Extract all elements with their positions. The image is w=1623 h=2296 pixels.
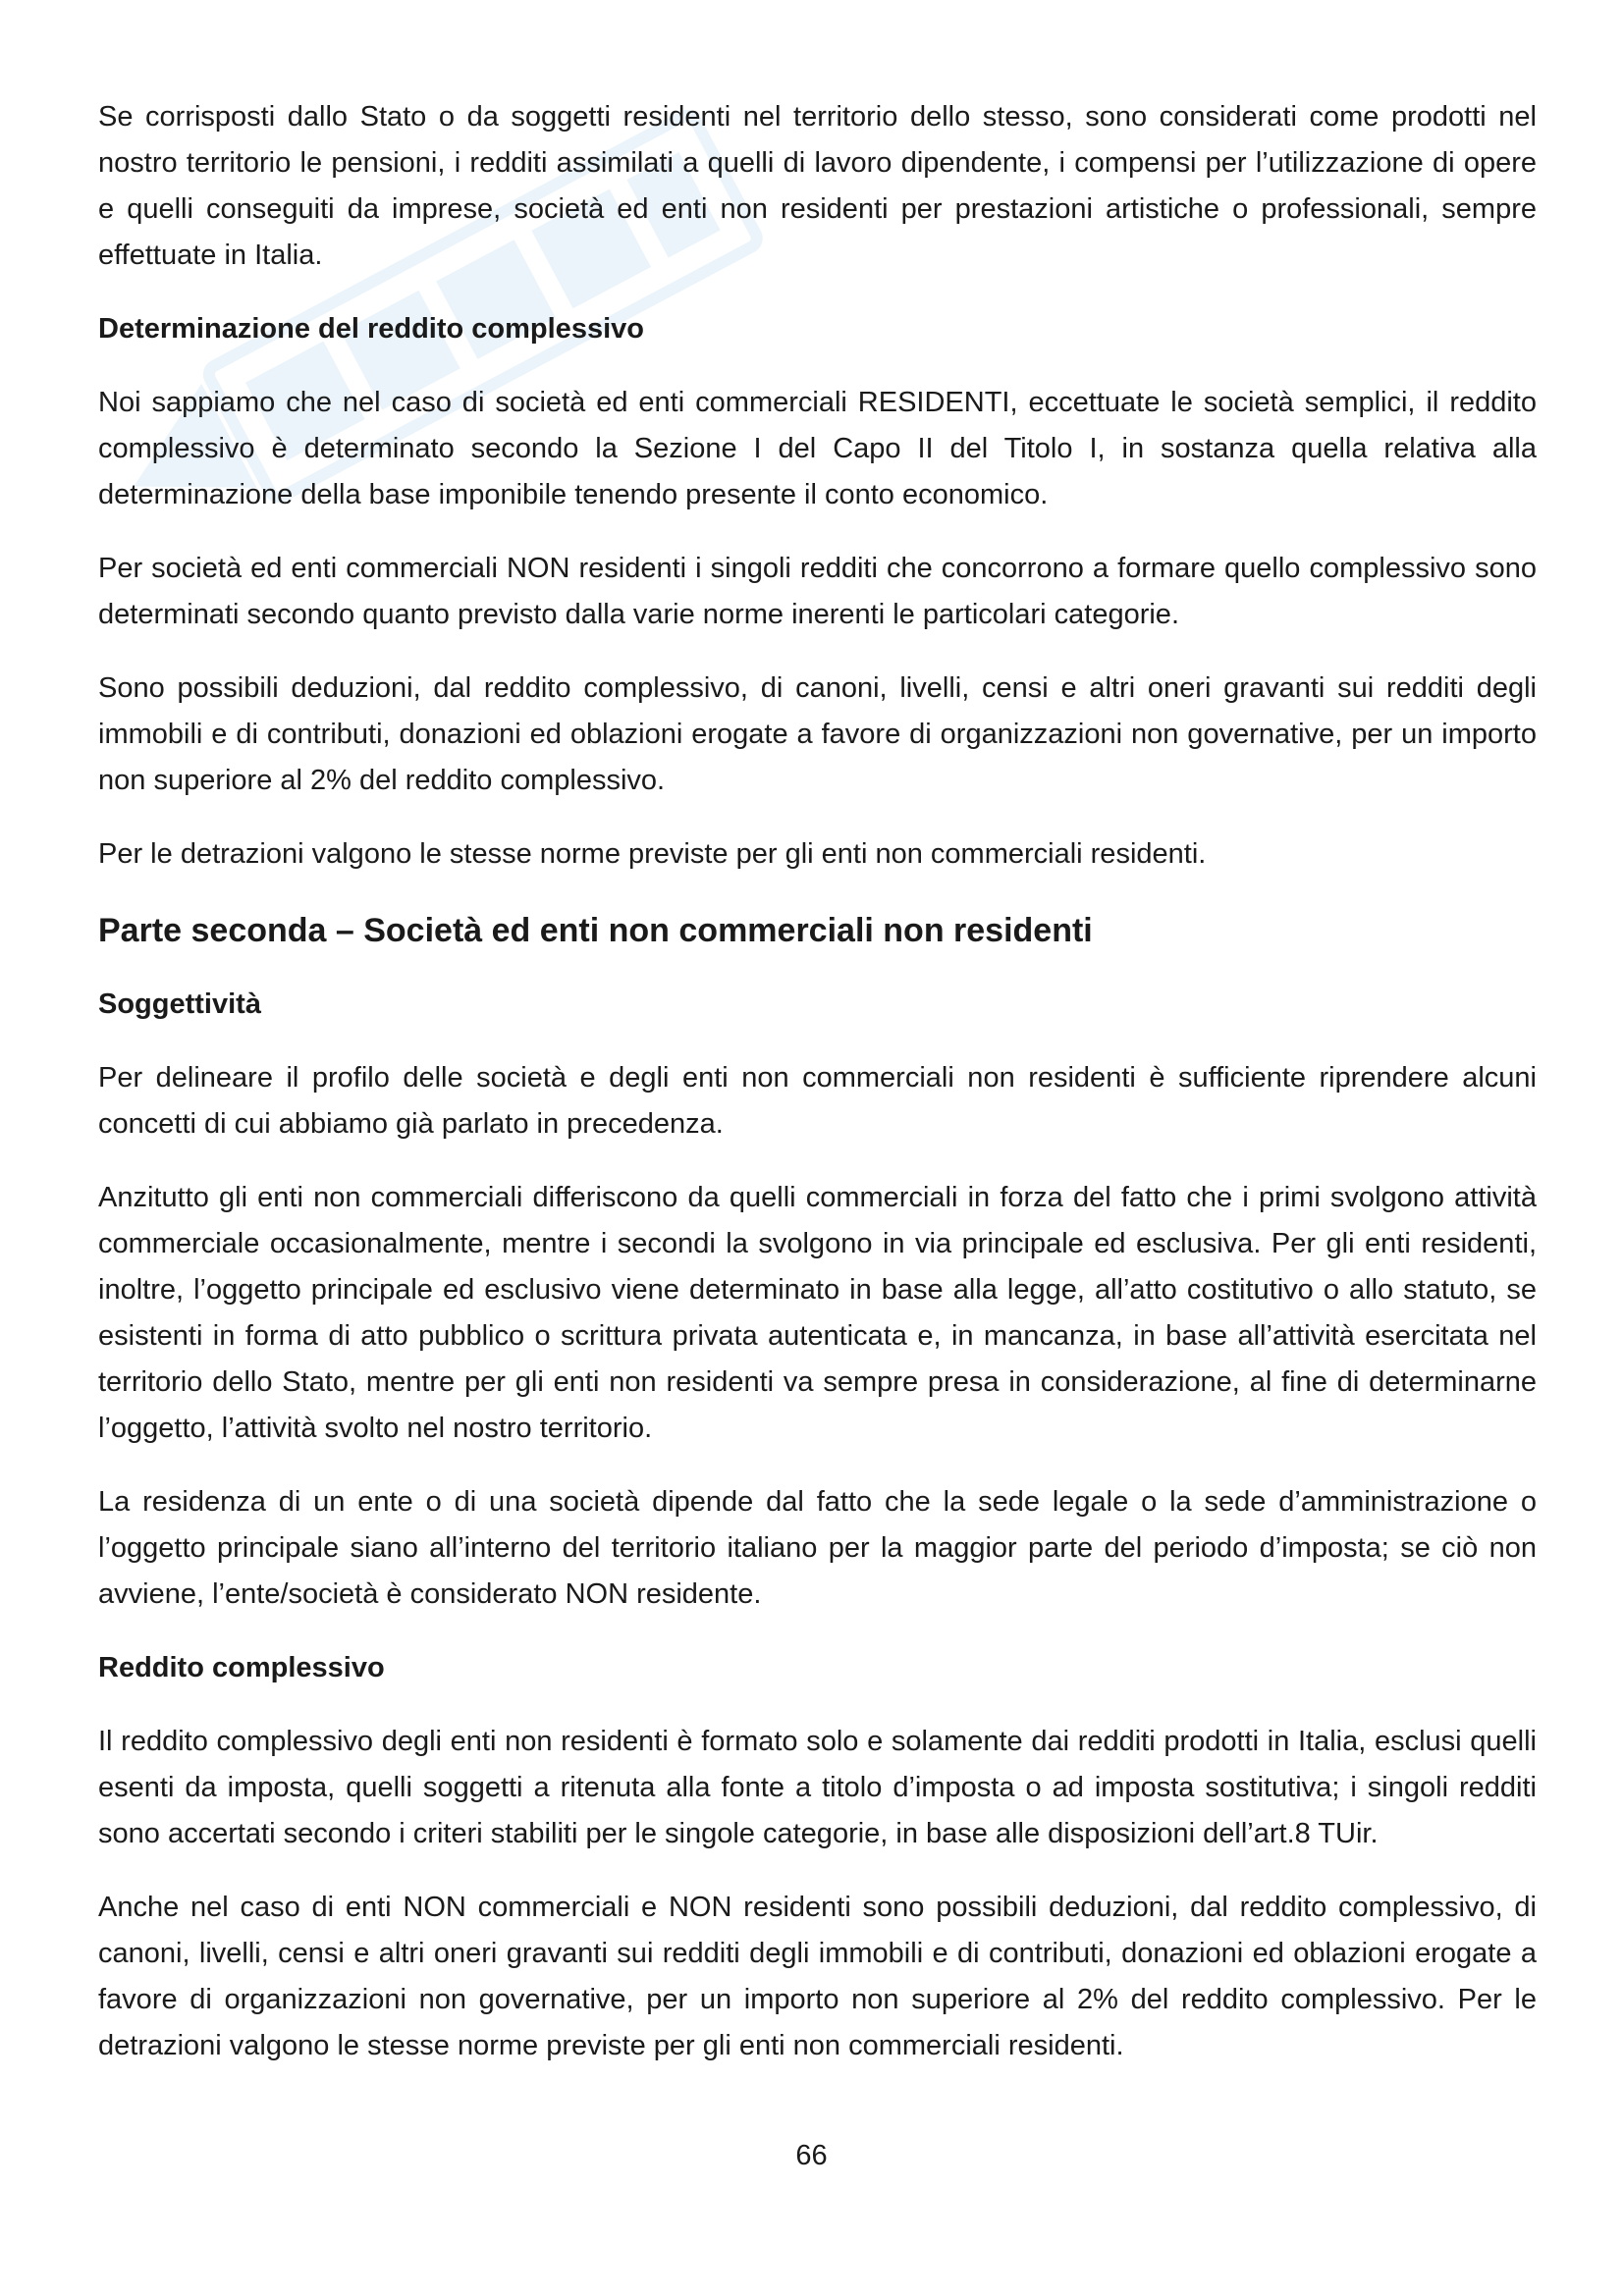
paragraph-residenti: Noi sappiamo che nel caso di società ed enti commerciali RESIDENTI, eccettuate le società semplici, il reddito complessivo è determinato secondo la Sezione I del Capo II del Titolo I, in sostanza quella relativa alla determinazione della base imponibile tenendo presente il conto economico. xyxy=(98,387,1537,510)
heading-reddito-complessivo: Reddito complessivo xyxy=(98,1652,385,1683)
paragraph-reddito: Il reddito complessivo degli enti non residenti è formato solo e solamente dai redditi prodotti in Italia, esclusi quelli esenti da imposta, quelli soggetti a ritenuta alla fonte a titolo d’imposta o ad imposta sostitutiva; i singoli redditi sono accertati secondo i criteri stabiliti per le singole categorie, in base alle disposizioni dell’art.8 TUir. xyxy=(98,1726,1537,1849)
paragraph-deduzioni-non-commerciali: Anche nel caso di enti NON commerciali e NON residenti sono possibili deduzioni, dal reddito complessivo, di canoni, livelli, censi e altri oneri gravanti sui redditi degli immobili e di contributi, donazioni ed oblazioni erogate a favore di organizzazioni non governative, per un importo non superiore al 2% del reddito complessivo. Per le detrazioni valgono le stesse norme previste per gli enti non commerciali residenti. xyxy=(98,1892,1537,2061)
paragraph-non-residenti: Per società ed enti commerciali NON residenti i singoli redditi che concorrono a formare quello complessivo sono determinati secondo quanto previsto dalla varie norme inerenti le particolari categorie. xyxy=(98,553,1537,630)
heading-soggettivita: Soggettività xyxy=(98,988,261,1020)
paragraph-anzitutto: Anzitutto gli enti non commerciali differiscono da quelli commerciali in forza del fatto che i primi svolgono attività commerciale occasionalmente, mentre i secondi la svolgono in via principale ed esclusiva. Per gli enti residenti, inoltre, l’oggetto principale ed esclusivo viene determinato in base alla legge, all’atto costitutivo o allo statuto, se esistenti in forma di atto pubblico o scrittura privata autenticata e, in mancanza, in base all’attività esercitata nel territorio dello Stato, mentre per gli enti non residenti va sempre presa in considerazione, al fine di determinarne l’oggetto, l’attività svolto nel nostro territorio. xyxy=(98,1182,1537,1444)
paragraph-pensioni: Se corrisposti dallo Stato o da soggetti residenti nel territorio dello stesso, sono considerati come prodotti nel nostro territorio le pensioni, i redditi assimilati a quelli di lavoro dipendente, i compensi per l’utilizzazione di opere e quelli conseguiti da imprese, società ed enti non residenti per prestazioni artistiche o professionali, sempre effettuate in Italia. xyxy=(98,101,1537,271)
section-title-parte-seconda: Parte seconda – Società ed enti non commerciali non residenti xyxy=(98,912,1093,949)
paragraph-deduzioni: Sono possibili deduzioni, dal reddito complessivo, di canoni, livelli, censi e altri oneri gravanti sui redditi degli immobili e di contributi, donazioni ed oblazioni erogate a favore di organizzazioni non governative, per un importo non superiore al 2% del reddito complessivo. xyxy=(98,672,1537,796)
paragraph-residenza: La residenza di un ente o di una società dipende dal fatto che la sede legale o la sede d’amministrazione o l’oggetto principale siano all’interno del territorio italiano per la maggior parte del periodo d’imposta; se ciò non avviene, l’ente/società è considerato NON residente. xyxy=(98,1486,1537,1610)
page-number: 66 xyxy=(795,2140,828,2171)
heading-determinazione: Determinazione del reddito complessivo xyxy=(98,313,644,345)
document-page xyxy=(98,94,1537,2097)
paragraph-profilo: Per delineare il profilo delle società e degli enti non commerciali non residenti è sufficiente riprendere alcuni concetti di cui abbiamo già parlato in precedenza. xyxy=(98,1062,1537,1140)
paragraph-detrazioni: Per le detrazioni valgono le stesse norme previste per gli enti non commerciali residenti. xyxy=(98,838,1207,870)
